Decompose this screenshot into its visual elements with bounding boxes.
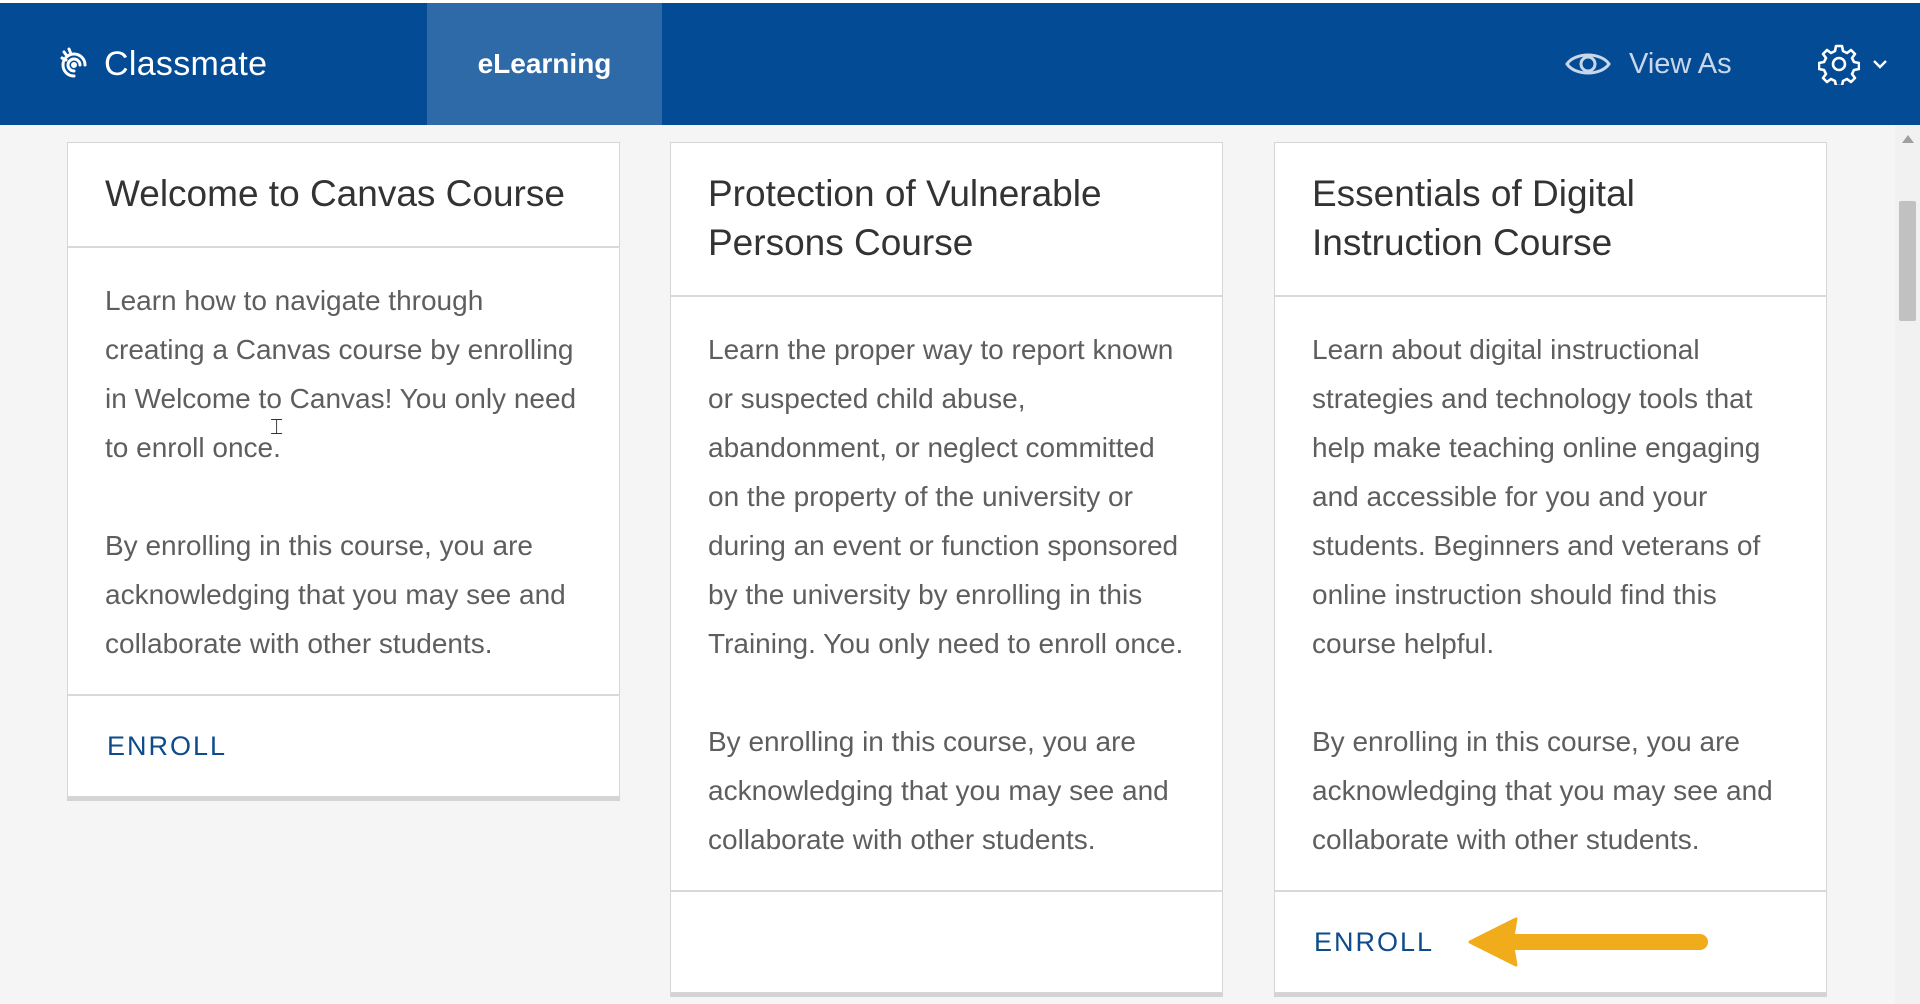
brand[interactable] (58, 3, 267, 125)
tab-elearning[interactable]: eLearning (427, 3, 662, 125)
course-notice: By enrolling in this course, you are acknowledging that you may see and collaborate with other students. (105, 530, 566, 659)
course-description: Learn about digital instructional strategies and technology tools that help make teaching online engaging and accessible for you and your students. Beginners and veterans of online instruction should find this course helpful. (1312, 334, 1761, 659)
text-cursor-icon: ⌶ (270, 414, 284, 439)
view-as-button[interactable] (1565, 3, 1732, 125)
pointer-arrow-icon (1468, 916, 1712, 968)
top-navigation-bar (0, 0, 1920, 125)
course-notice: By enrolling in this course, you are acknowledging that you may see and collaborate with other students. (708, 726, 1169, 855)
course-card (670, 142, 1223, 993)
scroll-thumb[interactable] (1899, 201, 1916, 321)
course-title: Welcome to Canvas Course (68, 143, 619, 248)
course-notice: By enrolling in this course, you are acknowledging that you may see and collaborate with other students. (1312, 726, 1773, 855)
course-body (671, 297, 1222, 890)
course-title: Protection of Vulnerable Persons Course (671, 143, 1222, 297)
settings-menu-button[interactable] (1818, 3, 1888, 125)
course-card (67, 142, 620, 797)
gear-icon (1818, 43, 1860, 85)
enroll-button[interactable]: ENROLL (107, 730, 228, 761)
course-footer (1275, 890, 1826, 992)
course-body (68, 248, 619, 694)
brand-name: Classmate (104, 44, 268, 83)
course-title: Essentials of Digital Instruction Course (1275, 143, 1826, 297)
course-description: Learn the proper way to report known or suspected child abuse, abandonment, or neglect committed on the property of the university or during an event or function sponsored by the university by enrolling in this Training. You only need to enroll once. (708, 334, 1184, 659)
course-card (1274, 142, 1827, 993)
enroll-button[interactable]: ENROLL (1314, 926, 1435, 957)
eye-icon (1565, 49, 1611, 79)
scroll-up-arrow-icon[interactable] (1902, 135, 1914, 143)
classmate-logo-icon (58, 46, 90, 82)
course-footer (671, 890, 1222, 992)
course-description: Learn how to navigate through creating a Canvas course by enrolling in Welcome to Canvas! You only need to enroll once. (105, 285, 577, 463)
course-body (1275, 297, 1826, 890)
chevron-down-icon (1872, 58, 1888, 70)
vertical-scrollbar[interactable] (1895, 125, 1920, 1004)
view-as-label: View As (1629, 47, 1732, 80)
course-footer (68, 694, 619, 796)
course-catalog (0, 125, 1895, 1004)
